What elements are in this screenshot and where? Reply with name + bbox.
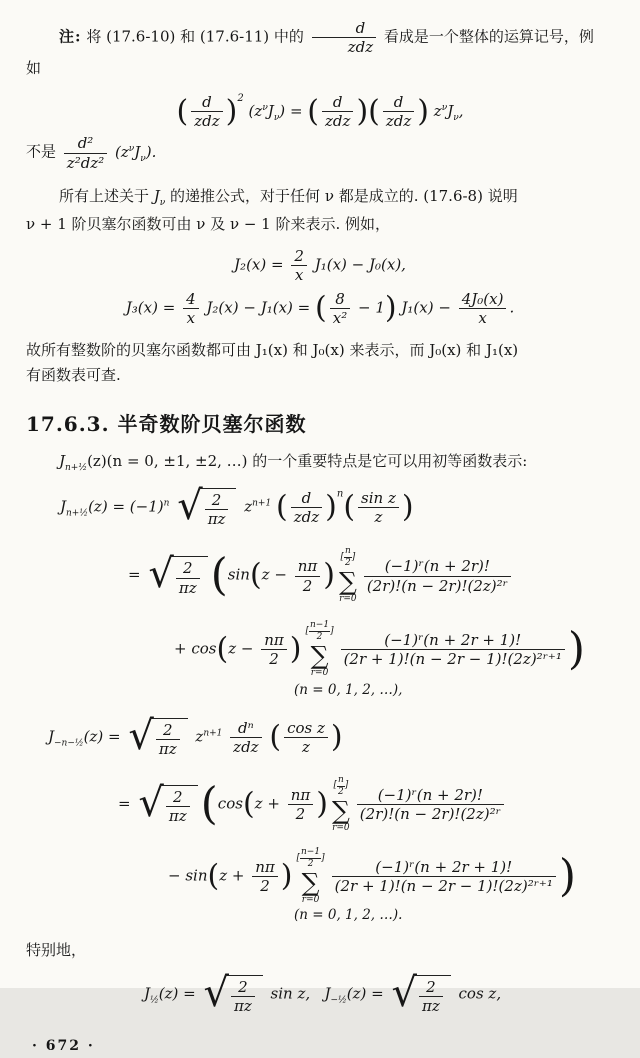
frac-denominator: x [186,309,196,328]
argument [115,143,157,164]
summation [297,848,325,905]
frac-denominator: zdz [194,112,220,131]
bracket-open: [ [296,852,301,863]
recurrence-paragraph-line2 [26,213,614,236]
frac-numerator: 8 [330,291,350,309]
frac-numerator: sin z [358,490,399,508]
cos-function: cos [217,794,243,813]
frac-numerator: d [291,490,322,508]
frac-denominator: 2 [345,558,351,569]
wrong-operator-fraction [64,135,107,170]
equation-pos-line1 [60,483,614,530]
paren-open: ( [315,290,327,326]
nu-subscript: ν [159,197,166,208]
operator-fraction [383,94,414,129]
fraction [252,859,278,894]
square-root [148,551,207,598]
sum-upper-limit [333,776,348,797]
sum-lower-limit: r=0 [301,894,320,905]
equation-pos-line3 [174,621,614,678]
z-minus: z − [228,639,254,658]
z-var: z [195,727,204,746]
frac-denominator: πz [421,996,440,1015]
tiny-fraction [300,848,321,869]
equation-operator-squared [26,93,614,130]
frac-numerator: cos z [284,720,328,738]
bessel-J: J [324,984,331,1003]
fraction [291,248,307,283]
frac-denominator: πz [168,806,187,825]
note-text-after: 看成是一个整体的运算记号，例 [383,27,594,46]
fraction [156,722,180,757]
frac-numerator: 2 [156,722,180,740]
bracket-open: [ [333,780,337,791]
frac-denominator: (2r + 1)!(n − 2r − 1)!(2z)²ʳ⁺¹ [334,877,553,896]
bessel-J: J [447,101,454,120]
nu-superscript: ν [128,144,135,154]
frac-denominator: πz [178,578,197,597]
note-label: 注: [59,27,82,46]
square-root [203,969,262,1016]
series-fraction [364,558,511,593]
frac-denominator: x [294,266,304,285]
frac-denominator: 2 [260,877,270,896]
text: 特别地， [26,941,87,960]
text: ν + 1 阶贝塞尔函数可由 ν 及 ν − 1 阶来表示. 例如， [26,214,391,233]
minus-one: − 1 [358,298,385,317]
paren-open: ( [269,719,282,755]
series-fraction [332,859,556,894]
big-paren-close: ) [567,623,586,675]
equation-neg-line1 [48,713,614,760]
frac-numerator: d [322,94,353,112]
paren-close: ) [225,93,238,129]
paren-close: ) [417,93,430,129]
frac-numerator: 2 [419,979,443,997]
half-order-intro [26,450,614,476]
not-this-line [26,135,614,170]
frac-denominator: πz [207,510,226,529]
paren-close: ) [330,719,343,755]
nu-superscript: ν [441,102,448,113]
argument-open: (z [115,143,129,161]
bessel-J: J [48,727,55,746]
frac-numerator: d² [64,135,107,153]
frac-denominator: zdz [233,738,259,757]
frac-denominator: πz [158,740,177,759]
lhs: J₂(x) = [234,255,284,274]
middle: J₂(x) − J₁(x) = [206,298,311,317]
frac-numerator: 4 [183,291,199,309]
paren-close: ) [401,489,414,525]
operator-fraction [312,20,376,55]
frac-numerator: d [383,94,414,112]
fraction [419,979,443,1014]
sigma-symbol: ∑ [331,795,350,825]
paren-open: ( [307,93,320,129]
note-paragraph [26,20,614,55]
summation [305,621,333,678]
sum-lower-limit: r=0 [310,667,329,678]
equals: (z) = [158,984,196,1003]
note-text-cont: 如 [26,59,42,78]
nu-subscript: ν [273,112,280,123]
argument-close: ) [279,101,286,120]
note-continuation [26,57,614,80]
paren-open: ( [249,558,262,594]
lhs: J₃(x) = [125,298,176,317]
rhs: J₁(x) − J₀(x), [314,255,406,274]
z-minus: z − [261,566,287,585]
bessel-J: J [134,143,141,161]
condition-text: (n = 0, 1, 2, …), [294,682,403,699]
paren-close: ) [356,93,369,129]
plus-cos: + cos [174,639,217,658]
bessel-J-nu [153,186,166,208]
page-number [32,1036,614,1058]
paren-open: ( [216,631,229,667]
paren-open: ( [276,489,288,525]
radical-sign: √ [128,713,154,760]
bessel-J: J [59,452,66,471]
big-paren-close: ) [558,850,577,902]
frac-denominator: x² [332,309,348,328]
order-subscript: n+½ [65,463,88,474]
fraction [231,979,255,1014]
bessel-J: J [144,984,151,1003]
radicand [170,556,208,595]
summation [332,776,350,833]
frac-numerator: dⁿ [230,720,261,738]
argument-close: ). [145,143,157,161]
period: . [509,298,515,317]
frac-denominator: 2 [302,576,313,595]
text: 所有上述关于 [59,186,154,205]
tables-paragraph-line1 [26,339,614,362]
sum-lower-limit: r=0 [332,822,350,833]
frac-numerator: d [191,94,222,112]
frac-numerator: 2 [176,560,200,578]
order-subscript: ½ [150,995,159,1006]
sin-function: sin [227,566,250,585]
summation [339,547,357,604]
frac-denominator: 2 [269,650,279,669]
fraction [295,558,321,593]
frac-denominator: z [374,508,383,527]
frac-numerator: n−1 [301,846,321,857]
frac-denominator: zdz [385,112,412,131]
frac-denominator: 2 [295,804,306,823]
paren-open: ( [176,93,189,129]
minus-sin: − sin [168,866,208,885]
bracket-open: [ [340,552,344,563]
bracket-close: ] [344,780,349,791]
frac-numerator: nπ [261,632,287,650]
sin-z: sin z, [270,984,311,1003]
big-paren-open: ( [200,778,218,830]
cos-z: cos z, [458,984,502,1003]
frac-numerator: 2 [291,248,307,266]
equation-neg-line2 [118,776,614,833]
frac-denominator: z [302,738,310,757]
tiny-fraction [337,776,345,797]
radicand [199,488,237,527]
frac-numerator: 2 [205,492,229,510]
equals: (z) = [346,984,384,1003]
frac-numerator: nπ [295,558,321,576]
comma: , [458,101,464,120]
fraction [284,720,328,755]
nu-superscript: ν [262,102,268,113]
order-subscript: n+½ [66,508,89,519]
paren-close: ) [325,489,337,525]
bracket-close: ] [321,852,325,863]
frac-numerator: 2 [231,979,255,997]
frac-numerator: (−1)ʳ(n + 2r + 1)! [332,859,556,877]
equation-neg-line3 [168,848,614,905]
frac-denominator: x [478,309,487,328]
paren-open: ( [368,93,380,129]
recurrence-paragraph-line1 [26,185,614,211]
frac-denominator: z²dz² [66,153,105,172]
bessel-J-half [59,452,88,474]
page-number-text: · 672 · [32,1037,95,1054]
text: 有函数表可查. [26,365,121,384]
equation-pos-line2 [128,547,614,604]
equation-neg-condition [294,908,614,923]
bracket-open: [ [305,625,309,636]
order-subscript: −½ [330,995,347,1006]
frac-numerator: 2 [166,789,190,807]
bracket-close: ] [330,625,334,636]
fraction [176,560,200,595]
operator-fraction [191,94,222,129]
frac-denominator: (2r + 1)!(n − 2r − 1)!(2z)²ʳ⁺¹ [343,650,562,669]
special-case-label [26,939,614,962]
nu-subscript: ν [140,154,146,164]
text: 的递推公式，对于任何 ν 都是成立的. (17.6-8) 说明 [165,186,518,205]
tail-z: z [433,101,442,120]
nu-subscript: ν [453,112,459,123]
frac-numerator: nπ [288,787,314,805]
big-paren-open: ( [210,550,228,602]
after: J₁(x) − [401,298,451,317]
equation-J2 [26,248,614,283]
operator-fraction [291,490,322,525]
paren-close: ) [289,631,302,667]
square-root [177,483,236,530]
radicand [150,718,188,757]
frac-denominator: (2r)!(n − 2r)!(2z)²ʳ [366,576,508,595]
frac-denominator: (2r)!(n − 2r)!(2z)²ʳ [359,804,501,823]
z-var: z [244,497,253,516]
fraction [459,291,507,326]
paren-close: ) [316,786,328,822]
sigma-symbol: ∑ [301,867,320,897]
sum-upper-limit [340,547,355,568]
square-root [391,969,450,1016]
radicand [225,975,263,1014]
paren-open: ( [207,858,220,894]
not-prefix: 不是 [26,143,57,161]
equation-J3 [26,291,614,326]
sum-lower-limit: r=0 [339,594,357,605]
text: (z)(n = 0, ±1, ±2, …) 的一个重要特点是它可以用初等函数表示: [87,452,528,471]
equals-sign: = [289,101,303,120]
z-exponent: n+1 [203,728,223,739]
frac-denominator: πz [233,996,252,1015]
sigma-symbol: ∑ [338,567,357,597]
radical-sign: √ [148,551,174,598]
equals-sign: = [128,566,141,585]
frac-denominator: 2 [316,631,323,642]
frac-denominator: zdz [325,112,351,131]
paren-close: ) [384,290,397,326]
tiny-fraction [344,547,352,568]
note-text-before: 将 (17.6-10) 和 (17.6-11) 中的 [86,27,304,46]
frac-denominator: 2 [307,858,314,869]
equation-special-cases [144,969,614,1016]
bracket-close: ] [351,552,356,563]
z-exponent: n+1 [252,498,272,509]
square-root [138,779,197,826]
frac-denominator: 2 [338,786,344,797]
operator-fraction [230,720,261,755]
frac-numerator: d [312,20,376,38]
sum-upper-limit [297,848,325,869]
fraction [205,492,229,527]
radical-sign: √ [203,969,229,1016]
bessel-J: J [153,186,160,205]
frac-numerator: (−1)ʳ(n + 2r + 1)! [341,632,565,650]
fraction [183,291,199,326]
mid: (z) = [83,727,121,746]
tables-paragraph-line2 [26,364,614,387]
frac-numerator: 4J₀(x) [459,291,507,309]
fraction [261,632,287,667]
fraction [358,490,399,525]
paren-open: ( [343,489,356,525]
frac-numerator: n−1 [309,619,330,630]
section-title: 半奇数阶贝塞尔函数 [117,412,307,437]
frac-denominator: zdz [293,508,320,527]
frac-numerator: (−1)ʳ(n + 2r)! [357,787,504,805]
argument-open: (z [248,101,263,120]
section-heading [26,409,614,440]
z-plus: z + [219,866,245,885]
sum-upper-limit [305,621,333,642]
n-superscript: n [163,498,170,509]
fraction [166,789,190,824]
fraction [330,291,350,326]
z-plus: z + [254,794,280,813]
frac-denominator: zdz [347,38,374,57]
square-root [128,713,187,760]
bessel-J: J [60,497,67,516]
frac-numerator: nπ [252,859,278,877]
operator-fraction [322,94,353,129]
radical-sign: √ [391,969,417,1016]
radical-sign: √ [138,779,164,826]
operator-power: 2 [237,92,244,104]
fraction [288,787,314,822]
frac-numerator: (−1)ʳ(n + 2r)! [364,558,511,576]
operator-power: n [336,488,344,500]
equals-sign: = [118,794,131,813]
series-fraction [357,787,504,822]
radical-sign: √ [177,483,203,530]
sigma-symbol: ∑ [310,640,329,670]
radicand [413,975,451,1014]
mid: (z) = (−1) [88,497,164,516]
frac-numerator: n [344,546,351,557]
section-number: 17.6.3. [26,412,110,437]
paren-close: ) [323,558,335,594]
frac-numerator: n [337,774,344,785]
paren-open: ( [242,786,255,822]
text: 故所有整数阶的贝塞尔函数都可由 J₁(x) 和 J₀(x) 来表示，而 J₀(x) 和 J₁(x) [26,340,519,359]
equation-pos-condition [294,683,614,698]
series-fraction [341,632,565,667]
tiny-fraction [309,621,330,642]
condition-text: (n = 0, 1, 2, …). [294,907,403,924]
paren-close: ) [280,858,293,894]
order-subscript: −n−½ [54,738,84,749]
radicand [160,785,198,824]
bessel-J: J [267,101,274,120]
